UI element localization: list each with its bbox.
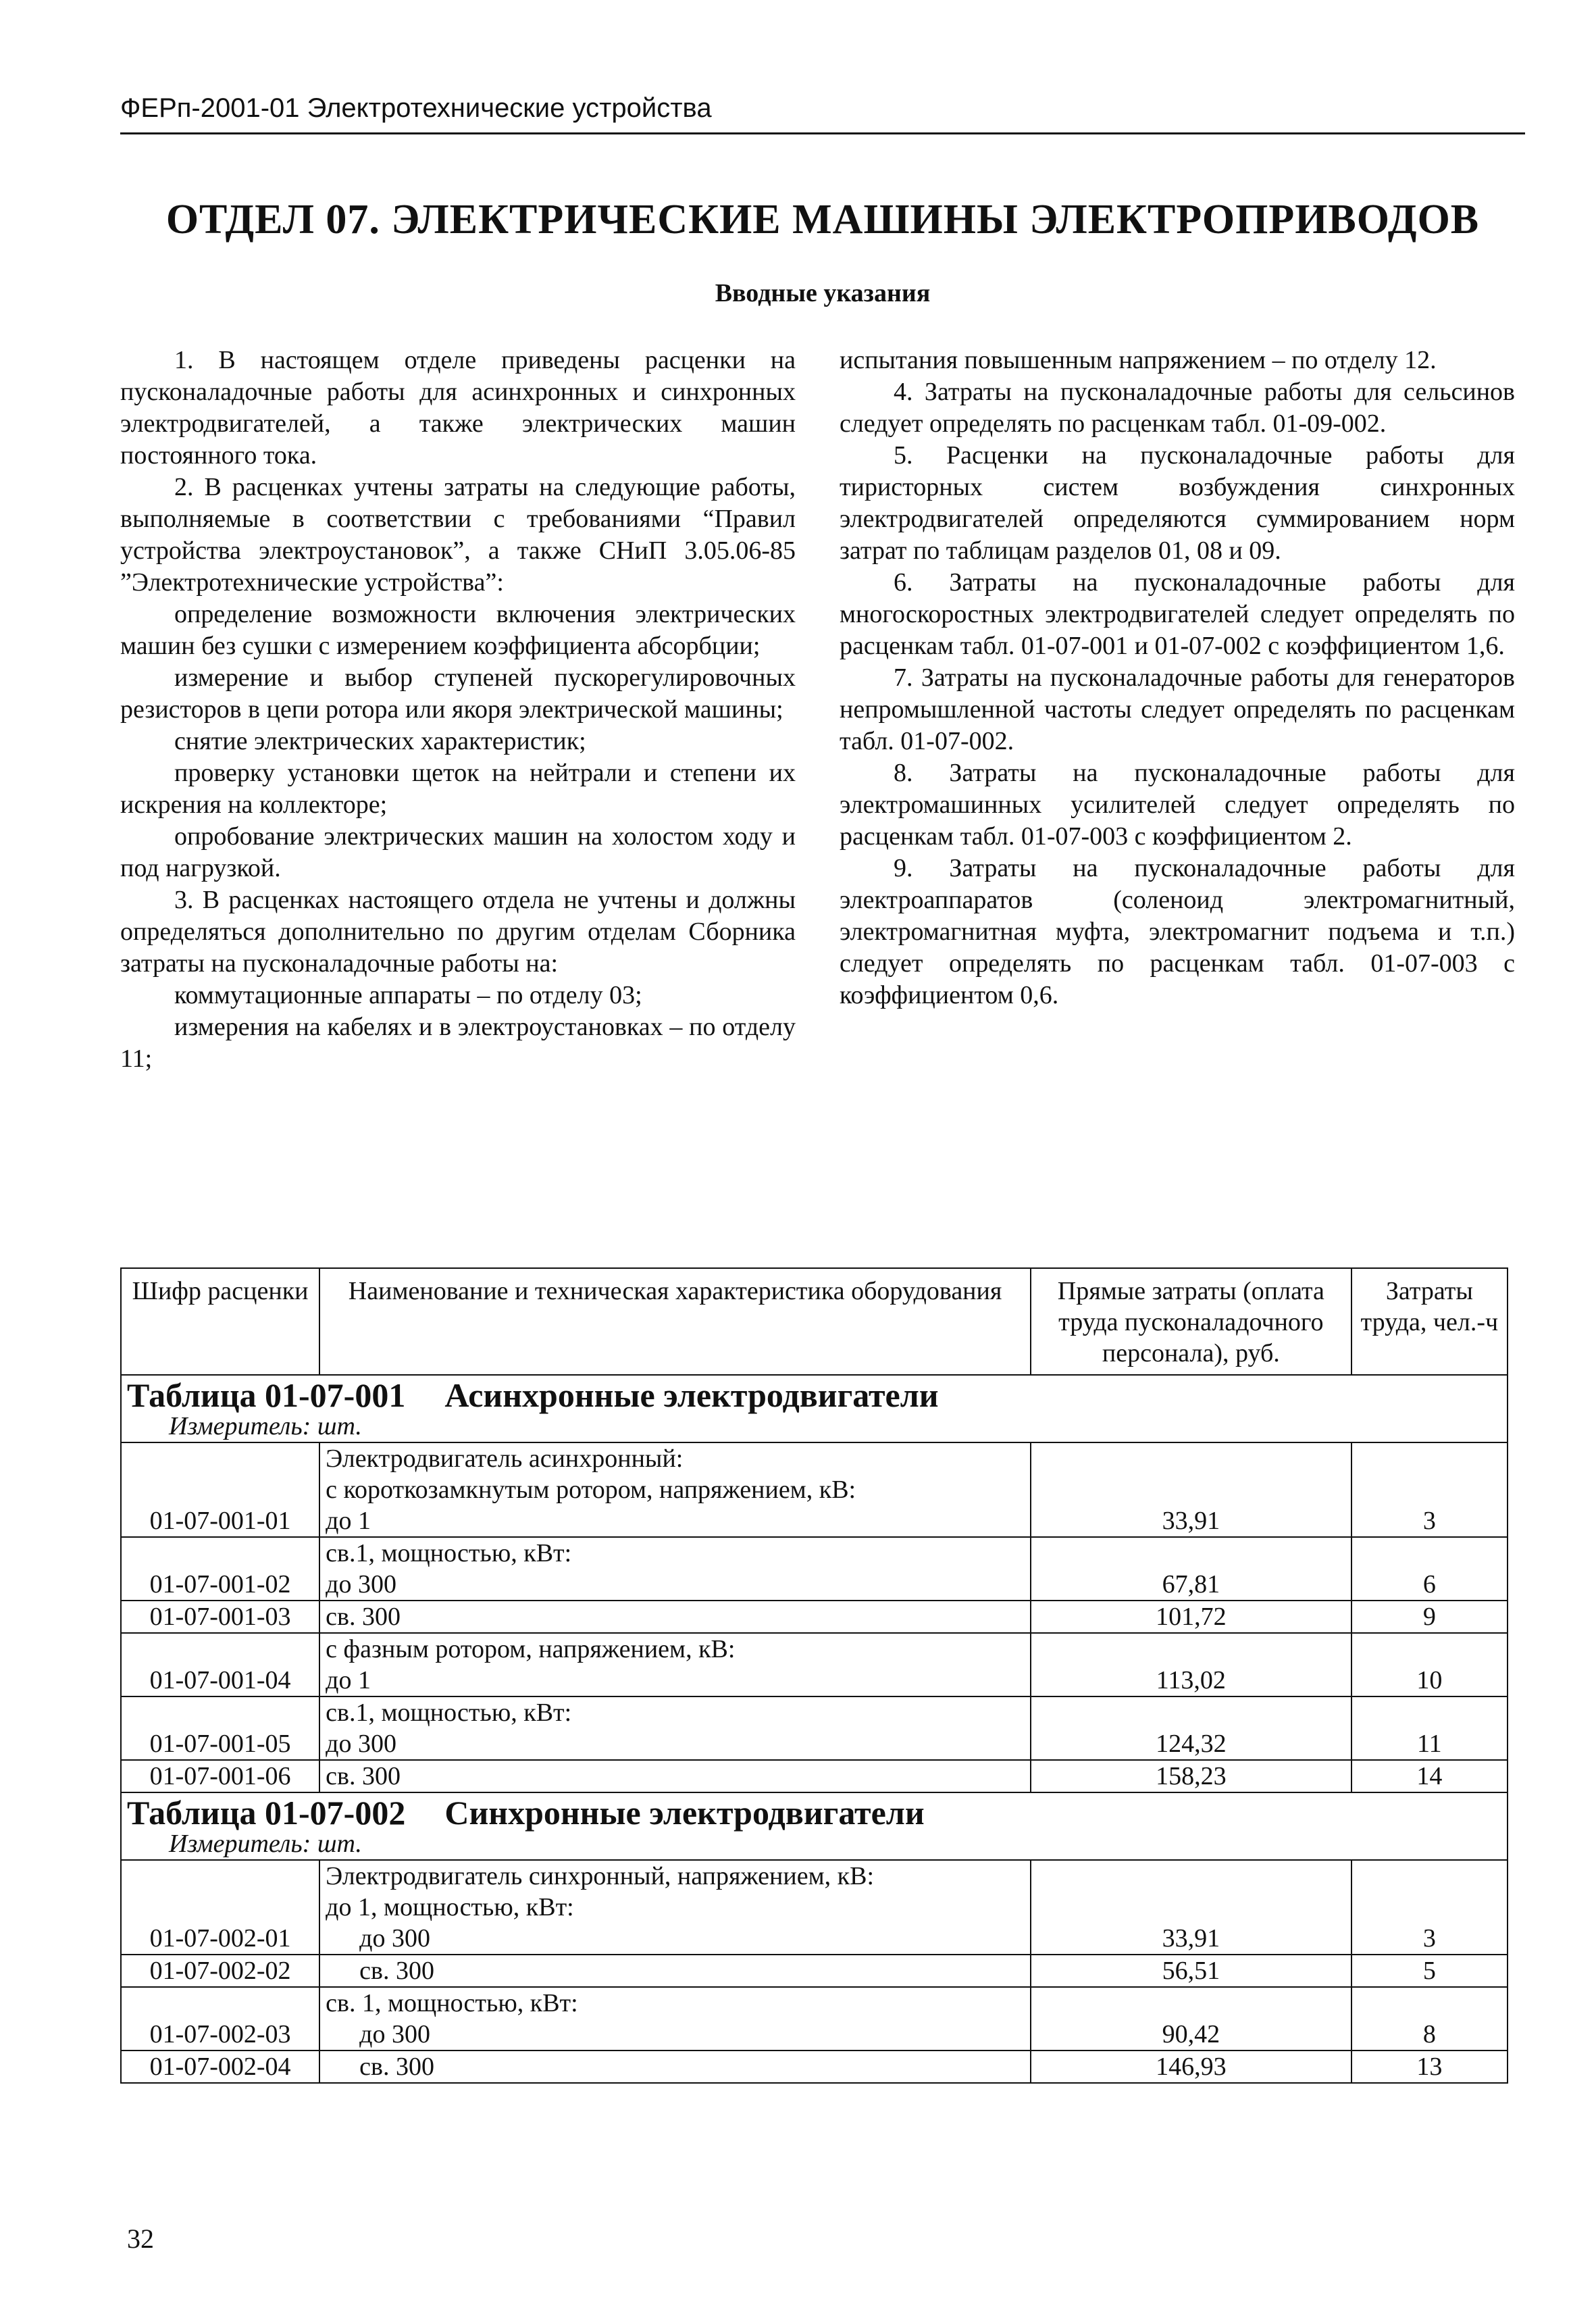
- paragraph: измерение и выбор ступеней пускорегулировочных резисторов в цепи ротора или якоря электрической машины;: [120, 663, 796, 724]
- table-row: 01-07-002-02 св. 300 56,51 5: [121, 1955, 1508, 1987]
- table-section-title: Таблица 01-07-001 Асинхронные электродвигатели: [127, 1376, 939, 1414]
- paragraph: 5. Расценки на пусконаладочные работы для тиристорных систем возбуждения синхронных электродвигателей определяются суммированием норм затрат по таблицам разделов 01, 08 и 09.: [840, 441, 1515, 565]
- table-row: 01-07-001-01 Электродвигатель асинхронный: с короткозамкнутым ротором, напряжением, кВ: до 1 33,91 3: [121, 1442, 1508, 1537]
- table-row: 01-07-001-05 св.1, мощностью, кВт: до 300 124,32 11: [121, 1696, 1508, 1760]
- paragraph: 2. В расценках учтены затраты на следующие работы, выполняемые в соответствии с требованиями “Правил устройства электроустановок”, а также СНиП 3.05.06-85 ”Электротехнические устройства”:: [120, 473, 796, 597]
- paragraph: опробование электрических машин на холостом ходу и под нагрузкой.: [120, 822, 796, 882]
- paragraph: 9. Затраты на пусконаладочные работы для электроаппаратов (соленоид электромагнитный, электромагнитная муфта, электромагнит подъема и т.п.) следует определять по расценкам табл. 01-07-003 с коэффициентом 0,6.: [840, 854, 1515, 1009]
- table-row: 01-07-002-01 Электродвигатель синхронный, напряжением, кВ: до 1, мощностью, кВт: до 300 33,91 3: [121, 1860, 1508, 1955]
- rates-table: [120, 1267, 1508, 2084]
- paragraph: 3. В расценках настоящего отдела не учтены и должны определяться дополнительно по другим отделам Сборника затраты на пусконаладочные работы на:: [120, 886, 796, 978]
- section-title: ОТДЕЛ 07. ЭЛЕКТРИЧЕСКИЕ МАШИНЫ ЭЛЕКТРОПРИВОДОВ: [165, 197, 1480, 243]
- paragraph: 7. Затраты на пусконаладочные работы для генераторов непромышленной частоты следует определять по расценкам табл. 01-07-002.: [840, 663, 1515, 755]
- right-text-column: [840, 345, 1515, 1011]
- section-subtitle: Вводные указания: [715, 279, 931, 307]
- table-header-row: [121, 1268, 1508, 1375]
- table-row: 01-07-002-03 св. 1, мощностью, кВт: до 300 90,42 8: [121, 1987, 1508, 2051]
- paragraph: проверку установки щеток на нейтрали и степени их искрения на коллекторе;: [120, 759, 796, 819]
- table-row: 01-07-001-06 св. 300 158,23 14: [121, 1760, 1508, 1792]
- table-row: 01-07-001-03 св. 300 101,72 9: [121, 1601, 1508, 1633]
- left-text-column: [120, 345, 796, 1075]
- table-section-row: [121, 1375, 1508, 1442]
- paragraph: снятие электрических характеристик;: [174, 727, 586, 755]
- paragraph: 6. Затраты на пусконаладочные работы для многоскоростных электродвигателей следует определять по расценкам табл. 01-07-001 и 01-07-002 с коэффициентом 1,6.: [840, 568, 1515, 660]
- paragraph: 8. Затраты на пусконаладочные работы для электромашинных усилителей следует определять по расценкам табл. 01-07-003 с коэффициентом 2.: [840, 759, 1515, 851]
- running-header: ФЕРп-2001-01 Электротехнические устройства: [120, 93, 712, 123]
- header-labor: Затраты труда, чел.-ч: [1352, 1268, 1508, 1375]
- page-number: 32: [127, 2223, 154, 2254]
- table-meter: Измеритель: шт.: [169, 1412, 362, 1440]
- paragraph: 1. В настоящем отделе приведены расценки на пусконаладочные работы для асинхронных и синхронных электродвигателей, а также электрических машин постоянного тока.: [120, 346, 796, 470]
- paragraph: 4. Затраты на пусконаладочные работы для сельсинов следует определять по расценкам табл. 01-09-002.: [840, 378, 1515, 438]
- header-rule: [120, 132, 1525, 134]
- header-description: Наименование и техническая характеристика оборудования: [319, 1268, 1031, 1375]
- table-section-row: [121, 1792, 1508, 1860]
- table-row: 01-07-002-04 св. 300 146,93 13: [121, 2051, 1508, 2083]
- header-code: Шифр расценки: [121, 1268, 319, 1375]
- table-meter: Измеритель: шт.: [169, 1830, 362, 1858]
- paragraph: определение возможности включения электрических машин без сушки с измерением коэффициента абсорбции;: [120, 600, 796, 660]
- paragraph: испытания повышенным напряжением – по отделу 12.: [840, 346, 1437, 374]
- paragraph: коммутационные аппараты – по отделу 03;: [174, 981, 642, 1009]
- table-row: 01-07-001-04 с фазным ротором, напряжением, кВ: до 1 113,02 10: [121, 1633, 1508, 1696]
- header-direct-cost: Прямые затраты (оплата труда пусконаладочного персонала), руб.: [1031, 1268, 1352, 1375]
- table-row: 01-07-001-02 св.1, мощностью, кВт: до 300 67,81 6: [121, 1537, 1508, 1601]
- table-section-title: Таблица 01-07-002 Синхронные электродвигатели: [127, 1794, 925, 1832]
- paragraph: измерения на кабелях и в электроустановках – по отделу 11;: [120, 1013, 796, 1073]
